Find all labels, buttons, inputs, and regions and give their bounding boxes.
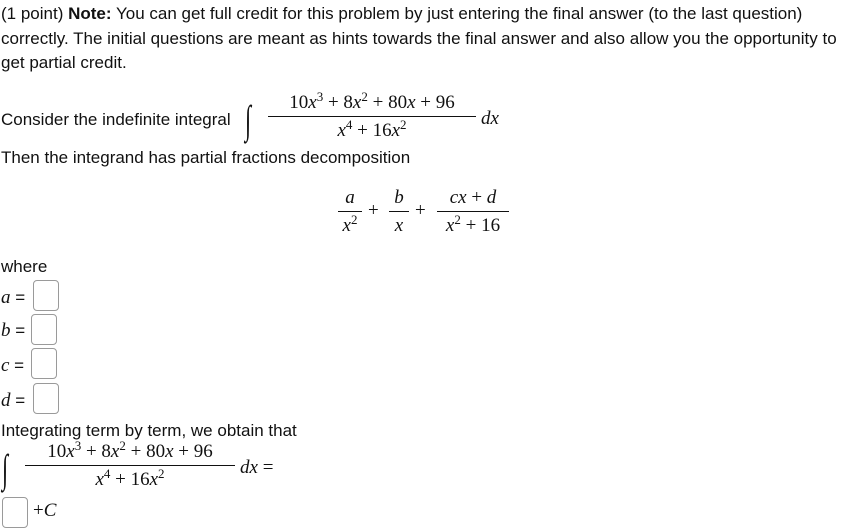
final-integrand-denominator: $x^4 + 16x^2$ <box>95 466 165 490</box>
answer-b-input[interactable] <box>31 314 57 345</box>
answer-a-input[interactable] <box>33 280 59 311</box>
term-b-over-x <box>389 187 409 237</box>
problem-intro <box>1 2 843 76</box>
answer-c-input[interactable] <box>31 348 57 379</box>
consider-text: Consider the indefinite integral <box>1 110 231 129</box>
term1-denominator: $x^2$ <box>342 212 358 236</box>
final-integrand-fraction <box>25 438 235 491</box>
plus-c: +C <box>33 500 57 521</box>
plus-sign-2: + <box>415 200 426 221</box>
term2-numerator: b <box>394 187 404 208</box>
term-a-over-x2 <box>338 187 362 237</box>
integrand-numerator: $10x^3 + 8x^2 + 80x + 96$ <box>289 89 455 113</box>
answer-d-input[interactable] <box>33 383 59 414</box>
plus-sign-1: + <box>368 200 379 221</box>
points-label: (1 point) <box>1 4 64 23</box>
field-b-label: b = <box>1 320 26 341</box>
integrand-denominator: $x^4 + 16x^2$ <box>337 117 407 141</box>
field-a-label: a = <box>1 287 26 308</box>
term1-numerator: a <box>345 187 355 208</box>
field-c-label: c = <box>1 355 25 376</box>
term-cxd-over-x2p16 <box>437 187 509 237</box>
final-differential: dx = <box>240 457 274 478</box>
term3-numerator: cx + d <box>449 187 497 208</box>
integral-sign-1: ∫ <box>245 97 252 142</box>
differential-1: dx <box>481 108 499 129</box>
where-text: where <box>1 257 48 276</box>
decomposition-text: Then the integrand has partial fractions decomposition <box>1 148 411 167</box>
term2-denominator: x <box>394 215 404 236</box>
integral-sign-2: ∫ <box>2 446 9 491</box>
term3-denominator: $x^2 + 16$ <box>445 212 501 236</box>
field-d-label: d = <box>1 390 26 411</box>
integrand-fraction <box>268 89 476 142</box>
answer-final-input[interactable] <box>2 497 28 528</box>
note-label: Note: <box>68 4 112 23</box>
integrating-text: Integrating term by term, we obtain that <box>1 421 297 440</box>
final-integrand-numerator: $10x^3 + 8x^2 + 80x + 96$ <box>47 438 213 462</box>
note-text: You can get full credit for this problem by just entering the final answer (to the last question) correctly. The initial questions are meant as hints towards the final answer and also allow you the opportunity to get partial credit. <box>1 4 837 72</box>
